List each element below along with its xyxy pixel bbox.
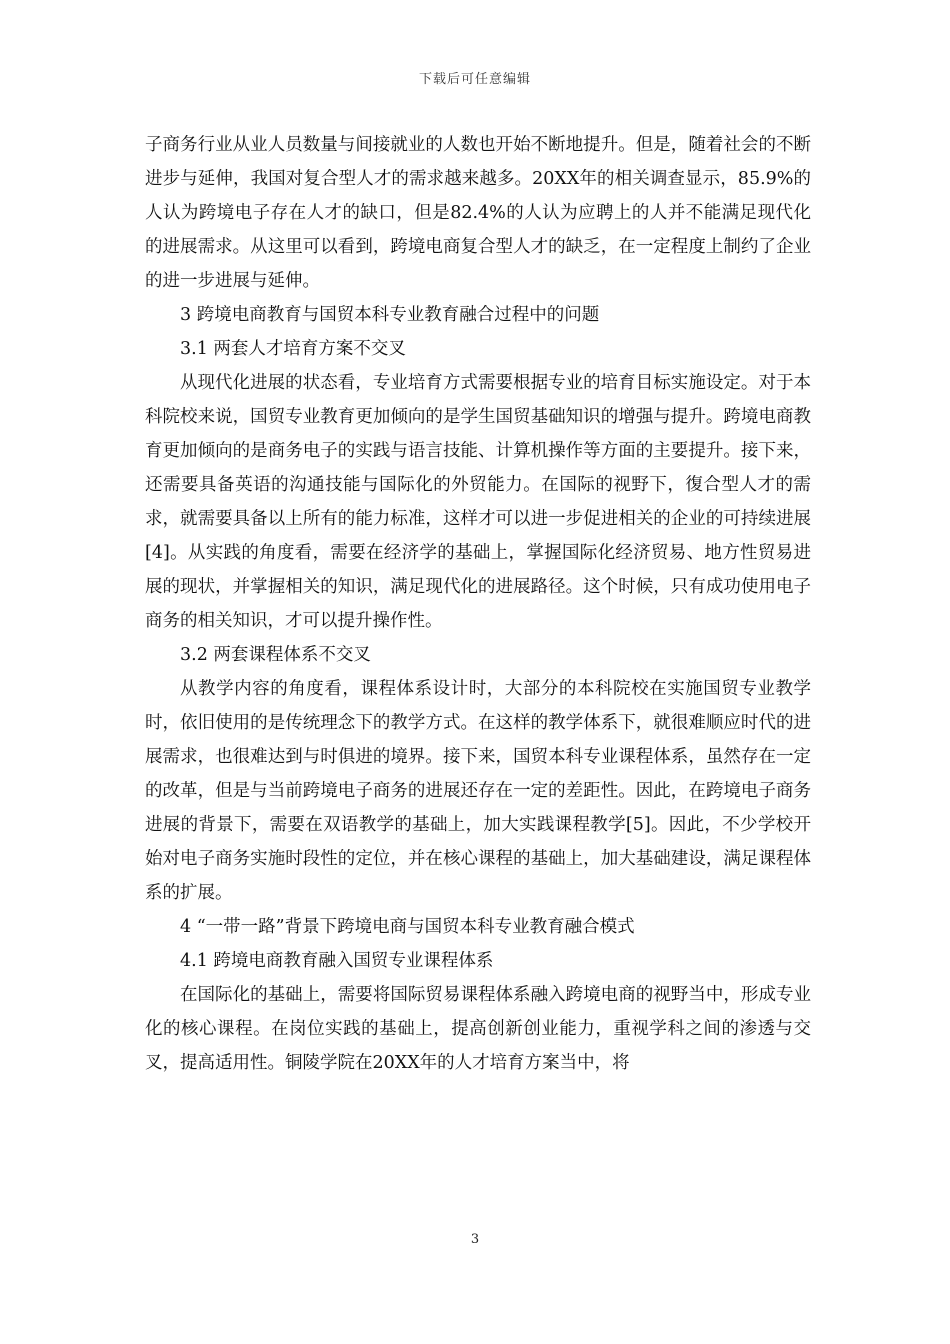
body-paragraph: 从现代化进展的状态看，专业培育方式需要根据专业的培育目标实施设定。对于本科院校来说，国贸专业教育更加倾向的是学生国贸基础知识的增强与提升。跨境电商教育更加倾向的是商务电子的实践与语言技能、计算机操作等方面的主要提升。接下来，还需要具备英语的沟通技能与国际化的外贸能力。在国际的视野下，復合型人才的需求，就需要具备以上所有的能力标准，这样才可以进一步促进相关的企业的可持续进展[4]。从实践的角度看，需要在经济学的基础上，掌握国际化经济贸易、地方性贸易进展的现状，并掌握相关的知识，满足现代化的进展路径。这个时候，只有成功使用电子商务的相关知识，才可以提升操作性。 (145, 373, 811, 631)
page-number: 3 (470, 1232, 480, 1247)
section-heading-3: 3 跨境电商教育与国贸本科专业教育融合过程中的问题 (180, 305, 600, 325)
subsection-heading-3-2: 3.2 两套课程体系不交叉 (180, 645, 371, 665)
section-heading-4: 4 “一带一路”背景下跨境电商与国贸本科专业教育融合模式 (180, 917, 635, 937)
body-paragraph: 从教学内容的角度看，课程体系设计时，大部分的本科院校在实施国贸专业教学时，依旧使用的是传统理念下的教学方式。在这样的教学体系下，就很难顺应时代的进展需求，也很难达到与时俱进的境界。接下来，国贸本科专业课程体系，虽然存在一定的改革，但是与当前跨境电子商务的进展还存在一定的差距性。因此，在跨境电子商务进展的背景下，需要在双语教学的基础上，加大实践课程教学[5]。因此，不少学校开始对电子商务实施时段性的定位，并在核心课程的基础上，加大基础建设，满足课程体系的扩展。 (145, 679, 811, 903)
document-body (145, 128, 811, 1080)
subsection-heading-3-1: 3.1 两套人才培育方案不交叉 (180, 339, 406, 359)
body-paragraph: 在国际化的基础上，需要将国际贸易课程体系融入跨境电商的视野当中，形成专业化的核心课程。在岗位实践的基础上，提高创新创业能力，重视学科之间的渗透与交叉，提高适用性。铜陵学院在20XX年的人才培育方案当中，将 (145, 985, 811, 1073)
subsection-heading-4-1: 4.1 跨境电商教育融入国贸专业课程体系 (180, 951, 494, 971)
body-paragraph-continued: 子商务行业从业人员数量与间接就业的人数也开始不断地提升。但是，随着社会的不断进步与延伸，我国对复合型人才的需求越来越多。20XX年的相关调查显示，85.9%的人认为跨境电子存在人才的缺口，但是82.4%的人认为应聘上的人并不能满足现代化的进展需求。从这里可以看到，跨境电商复合型人才的缺乏，在一定程度上制约了企业的进一步进展与延伸。 (145, 135, 811, 291)
page-header: 下载后可任意编辑 (418, 72, 531, 87)
